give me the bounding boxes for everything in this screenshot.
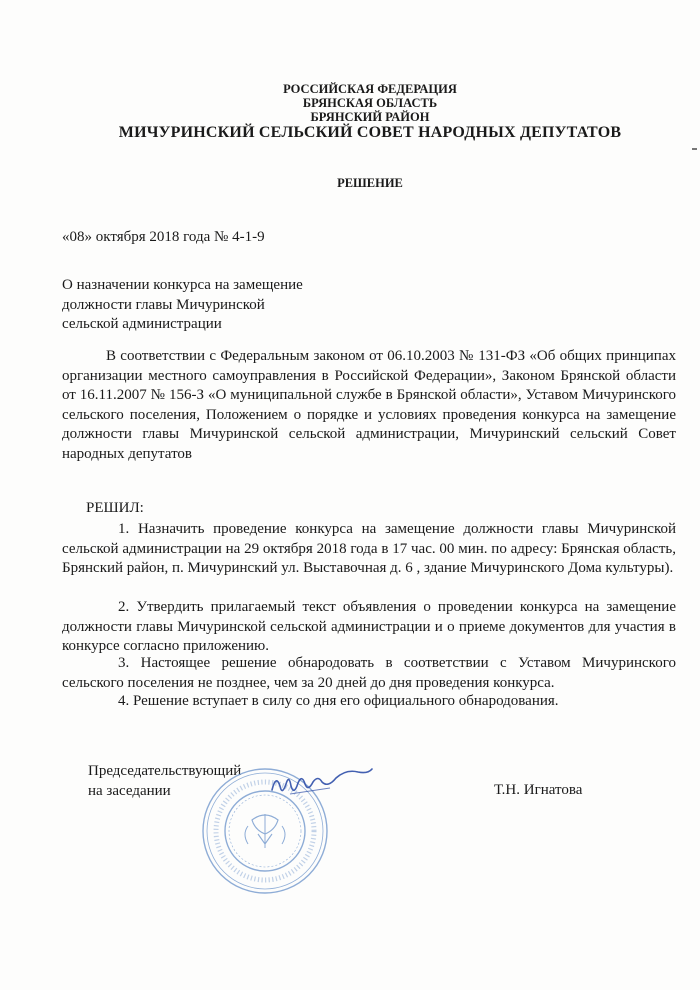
preamble-paragraph: В соответствии с Федеральным законом от 06.10.2003 № 131-ФЗ «Об общих принципах организации местного самоуправления в Российской Федерации», Законом Брянской области от 16.11.2007 № 156-З «О муниципальной службе в Брянской области», Уставом Мичуринского сельского поселения, Положением о порядке и условиях проведения конкурса на замещение должности главы Мичуринской сельской администрации, Мичуринский сельский Совет народных депутатов — [62, 348, 676, 462]
date-number-line: «08» октября 2018 года № 4-1-9 — [62, 229, 265, 245]
signatory-position-line2: на заседании — [88, 782, 171, 799]
decision-subject: О назначении конкурса на замещение должности главы Мичуринской сельской администрации — [62, 277, 303, 333]
decision-item-3: 3. Настоящее решение обнародовать в соответствии с Уставом Мичуринского сельского поселения не позднее, чем за 20 дней до дня проведения конкурса. — [62, 655, 676, 691]
decision-item-1: 1. Назначить проведение конкурса на замещение должности главы Мичуринской сельской администрации на 29 октября 2018 года в 17 час. 00 мин. по адресу: Брянская область, Брянский район, п. Мичуринский ул. Выставочная д. 6 , здание Мичуринского Дома культуры). — [62, 521, 676, 577]
signatory-position-line1: Председательствующий — [88, 763, 242, 779]
document-type: РЕШЕНИЕ — [337, 176, 403, 190]
signatory-name: Т.Н. Игнатова — [494, 782, 583, 798]
decision-item-4: 4. Решение вступает в силу со дня его официального обнародования. — [118, 693, 559, 709]
header-country: РОССИЙСКАЯ ФЕДЕРАЦИЯ — [283, 82, 457, 96]
header-council: МИЧУРИНСКИЙ СЕЛЬСКИЙ СОВЕТ НАРОДНЫХ ДЕПУТАТОВ — [118, 124, 622, 141]
header-region: БРЯНСКАЯ ОБЛАСТЬ — [302, 96, 438, 110]
decision-item-2: 2. Утвердить прилагаемый текст объявления о проведении конкурса на замещение должности главы Мичуринской сельской администрации и о приеме документов для участия в конкурсе согласно приложению. — [62, 599, 676, 655]
handwritten-signature — [268, 768, 378, 802]
resolved-label: РЕШИЛ: — [86, 500, 144, 516]
scan-edge-mark — [692, 148, 697, 150]
header-district: БРЯНСКИЙ РАЙОН — [310, 110, 430, 124]
